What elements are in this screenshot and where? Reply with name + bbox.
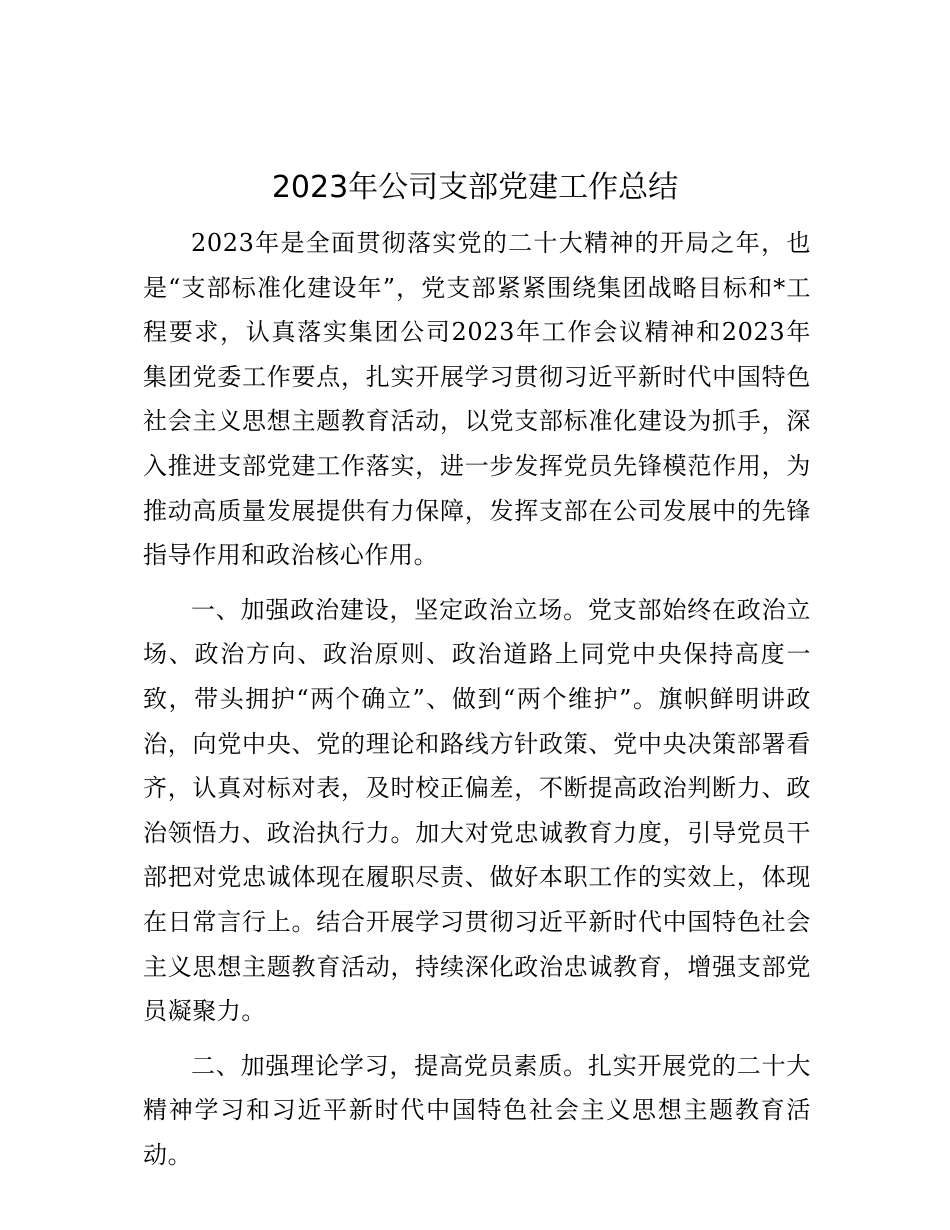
document-body [143,221,811,1177]
paragraph-intro: 2023年是全面贯彻落实党的二十大精神的开局之年，也是“支部标准化建设年”，党支部紧紧围绕集团战略目标和*工程要求，认真落实集团公司2023年工作会议精神和2023年集团党委工作要点，扎实开展学习贯彻习近平新时代中国特色社会主义思想主题教育活动，以党支部标准化建设为抓手，深入推进支部党建工作落实，进一步发挥党员先锋模范作用，为推动高质量发展提供有力保障，发挥支部在公司发展中的先锋指导作用和政治核心作用。 [143,229,811,570]
paragraph-theory-study: 二、加强理论学习，提高党员素质。扎实开展党的二十大精神学习和习近平新时代中国特色社会主义思想主题教育活动。 [143,1051,811,1169]
paragraph-political-building: 一、加强政治建设，坚定政治立场。党支部始终在政治立场、政治方向、政治原则、政治道路上同党中央保持高度一致，带头拥护“两个确立”、做到“两个维护”。旗帜鲜明讲政治，向党中央、党的理论和路线方针政策、党中央决策部署看齐，认真对标对表，及时校正偏差，不断提高政治判断力、政治领悟力、政治执行力。加大对党忠诚教育力度，引导党员干部把对党忠诚体现在履职尽责、做好本职工作的实效上，体现在日常言行上。结合开展学习贯彻习近平新时代中国特色社会主义思想主题教育活动，持续深化政治忠诚教育，增强支部党员凝聚力。 [143,595,811,1026]
document-title: 2023年公司支部党建工作总结 [271,170,679,205]
